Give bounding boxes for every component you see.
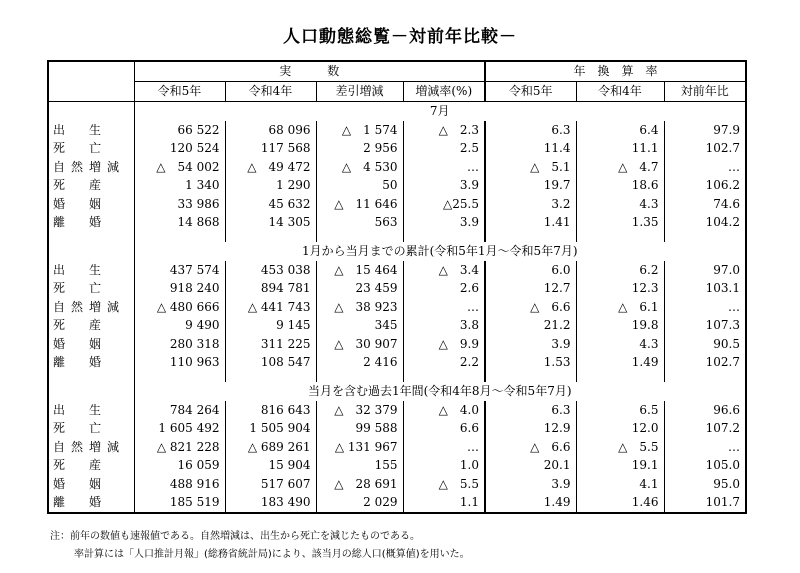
row-label-char: 増	[89, 439, 102, 454]
value-cell: △ 689 261	[225, 438, 316, 457]
value-cell: 108 547	[225, 353, 316, 372]
row-label-chars	[53, 139, 125, 158]
table-row	[48, 121, 746, 140]
value-cell: △ 38 923	[316, 298, 403, 317]
row-label-char: 婚	[53, 196, 66, 211]
value-cell: △ 4.0	[403, 401, 485, 420]
row-label-char: 出	[53, 262, 66, 277]
section-title-row	[48, 382, 746, 401]
value-cell: …	[403, 298, 485, 317]
value-cell: 97.0	[664, 261, 746, 280]
value-cell: 12.3	[576, 279, 664, 298]
section-title: 当月を含む過去1年間(令和4年8月～令和5年7月)	[134, 382, 746, 401]
row-label-chars	[53, 475, 125, 494]
row-label-char: 産	[89, 178, 102, 192]
row-label	[48, 493, 134, 513]
row-label	[48, 438, 134, 457]
spacer-cell	[403, 232, 485, 242]
value-cell: 18.6	[576, 176, 664, 195]
spacer-cell	[485, 372, 576, 382]
value-cell: 453 038	[225, 261, 316, 280]
value-cell: 2 029	[316, 493, 403, 513]
table-row	[48, 279, 746, 298]
value-cell: 23 459	[316, 279, 403, 298]
spacer-cell	[225, 232, 316, 242]
value-cell: 6.3	[485, 401, 576, 420]
value-cell: 14 868	[134, 213, 225, 232]
value-cell: 6.4	[576, 121, 664, 140]
value-cell: 9 490	[134, 316, 225, 335]
table-row	[48, 298, 746, 317]
value-cell: …	[403, 158, 485, 177]
table-row	[48, 261, 746, 280]
table-row	[48, 438, 746, 457]
value-cell: 280 318	[134, 335, 225, 354]
row-label-char: 産	[89, 458, 102, 472]
value-cell: 1 605 492	[134, 419, 225, 438]
table-row	[48, 493, 746, 513]
value-cell: △ 4.7	[576, 158, 664, 177]
row-label-chars	[53, 438, 125, 457]
value-cell: 16 059	[134, 456, 225, 475]
row-label-char: 亡	[89, 281, 102, 295]
spacer-cell	[134, 372, 225, 382]
value-cell: 183 490	[225, 493, 316, 513]
row-label-char: 出	[53, 402, 66, 417]
row-label-char: 死	[53, 421, 66, 435]
value-cell: △ 5.5	[576, 438, 664, 457]
row-label	[48, 195, 134, 214]
row-label-char: 離	[53, 355, 66, 369]
value-cell: …	[664, 158, 746, 177]
value-cell: △ 5.5	[403, 475, 485, 494]
row-label	[48, 401, 134, 420]
value-cell: 918 240	[134, 279, 225, 298]
value-cell: △ 49 472	[225, 158, 316, 177]
value-cell: 894 781	[225, 279, 316, 298]
value-cell: 2.6	[403, 279, 485, 298]
row-label-char: 自	[53, 299, 66, 314]
value-cell: 155	[316, 456, 403, 475]
spacer-cell	[664, 372, 746, 382]
table-row	[48, 335, 746, 354]
value-cell: 68 096	[225, 121, 316, 140]
table-row	[48, 401, 746, 420]
row-label	[48, 121, 134, 140]
value-cell: 12.0	[576, 419, 664, 438]
value-cell: 50	[316, 176, 403, 195]
value-cell: 4.3	[576, 195, 664, 214]
value-cell: 14 305	[225, 213, 316, 232]
value-cell: 4.3	[576, 335, 664, 354]
value-cell: …	[403, 438, 485, 457]
row-label-char: 減	[107, 439, 120, 454]
value-cell: 517 607	[225, 475, 316, 494]
value-cell: 106.2	[664, 176, 746, 195]
value-cell: 816 643	[225, 401, 316, 420]
row-label	[48, 298, 134, 317]
column-header: 対前年比	[664, 82, 746, 102]
spacer-label	[48, 232, 134, 242]
value-cell: △ 15 464	[316, 261, 403, 280]
value-cell: △ 441 743	[225, 298, 316, 317]
row-label-chars	[53, 353, 125, 372]
value-cell: 19.8	[576, 316, 664, 335]
value-cell: △ 30 907	[316, 335, 403, 354]
value-cell: 3.9	[485, 335, 576, 354]
value-cell: 103.1	[664, 279, 746, 298]
value-cell: 11.4	[485, 139, 576, 158]
value-cell: 3.8	[403, 316, 485, 335]
value-cell: 2.5	[403, 139, 485, 158]
row-label-char: 姻	[89, 476, 102, 491]
row-label	[48, 456, 134, 475]
value-cell: 6.0	[485, 261, 576, 280]
page-title: 人口動態総覧－対前年比較－	[283, 27, 517, 47]
value-cell: 3.9	[485, 475, 576, 494]
row-label-chars	[53, 401, 125, 420]
section-title-row	[48, 101, 746, 121]
value-cell: 104.2	[664, 213, 746, 232]
value-cell: △ 32 379	[316, 401, 403, 420]
value-cell: 97.9	[664, 121, 746, 140]
header-corner-2	[48, 82, 134, 102]
value-cell: 185 519	[134, 493, 225, 513]
spacer-cell	[134, 232, 225, 242]
row-label-chars	[53, 176, 125, 195]
value-cell: 784 264	[134, 401, 225, 420]
row-label-chars	[53, 195, 125, 214]
row-label-char: 姻	[89, 336, 102, 351]
value-cell: △ 6.6	[485, 298, 576, 317]
row-label	[48, 176, 134, 195]
value-cell: 345	[316, 316, 403, 335]
value-cell: △ 131 967	[316, 438, 403, 457]
value-cell: 45 632	[225, 195, 316, 214]
value-cell: 102.7	[664, 139, 746, 158]
value-cell: 6.2	[576, 261, 664, 280]
row-label-char: 婚	[89, 355, 102, 369]
row-label-char: 減	[107, 299, 120, 314]
value-cell: 437 574	[134, 261, 225, 280]
row-label-chars	[53, 456, 125, 475]
value-cell: △ 1 574	[316, 121, 403, 140]
value-cell: △ 480 666	[134, 298, 225, 317]
value-cell: 6.3	[485, 121, 576, 140]
table-row	[48, 139, 746, 158]
row-label-char: 死	[53, 458, 66, 472]
row-label-char: 減	[107, 159, 120, 174]
row-label-chars	[53, 335, 125, 354]
row-label-char: 増	[89, 299, 102, 314]
value-cell: 101.7	[664, 493, 746, 513]
value-cell: 2 416	[316, 353, 403, 372]
value-cell: 3.2	[485, 195, 576, 214]
value-cell: 2 956	[316, 139, 403, 158]
row-label-char: 婚	[89, 215, 102, 229]
header-group-rate: 年 換 算 率	[485, 61, 746, 82]
section-title: 1月から当月までの累計(令和5年1月～令和5年7月)	[134, 242, 746, 261]
row-label-char: 死	[53, 178, 66, 192]
row-label	[48, 279, 134, 298]
table-row	[48, 213, 746, 232]
spacer-cell	[316, 372, 403, 382]
row-label	[48, 158, 134, 177]
row-label-char: 亡	[89, 141, 102, 155]
value-cell: 90.5	[664, 335, 746, 354]
value-cell: 102.7	[664, 353, 746, 372]
row-label-char: 然	[71, 439, 84, 454]
row-label-char: 増	[89, 159, 102, 174]
value-cell: 120 524	[134, 139, 225, 158]
column-header: 令和4年	[576, 82, 664, 102]
value-cell: 11.1	[576, 139, 664, 158]
row-label-chars	[53, 158, 125, 177]
value-cell: △ 6.1	[576, 298, 664, 317]
table-row	[48, 353, 746, 372]
section-title-label	[48, 101, 134, 121]
row-label-char: 婚	[89, 495, 102, 509]
table-row	[48, 158, 746, 177]
row-label-char: 生	[89, 402, 102, 417]
value-cell: 1.49	[485, 493, 576, 513]
header-corner	[48, 61, 134, 82]
value-cell: 1.53	[485, 353, 576, 372]
row-label-char: 死	[53, 141, 66, 155]
table-row	[48, 176, 746, 195]
header-column-row	[48, 82, 746, 102]
statistics-table	[47, 60, 747, 514]
value-cell: 117 568	[225, 139, 316, 158]
value-cell: 1.35	[576, 213, 664, 232]
value-cell: 9 145	[225, 316, 316, 335]
spacer-cell	[403, 372, 485, 382]
value-cell: △ 5.1	[485, 158, 576, 177]
row-label-chars	[53, 213, 125, 232]
section-spacer	[48, 232, 746, 242]
table-row	[48, 419, 746, 438]
value-cell: 15 904	[225, 456, 316, 475]
value-cell: …	[664, 298, 746, 317]
value-cell: △25.5	[403, 195, 485, 214]
value-cell: 107.2	[664, 419, 746, 438]
value-cell: 1.46	[576, 493, 664, 513]
value-cell: 1 340	[134, 176, 225, 195]
value-cell: 99 588	[316, 419, 403, 438]
table-row	[48, 475, 746, 494]
row-label-char: 然	[71, 159, 84, 174]
value-cell: 1.49	[576, 353, 664, 372]
value-cell: 107.3	[664, 316, 746, 335]
value-cell: △ 2.3	[403, 121, 485, 140]
spacer-cell	[485, 232, 576, 242]
value-cell: 3.9	[403, 213, 485, 232]
value-cell: 1.0	[403, 456, 485, 475]
value-cell: 6.6	[403, 419, 485, 438]
value-cell: 488 916	[134, 475, 225, 494]
row-label	[48, 475, 134, 494]
spacer-cell	[316, 232, 403, 242]
row-label-char: 死	[53, 318, 66, 332]
table-row	[48, 316, 746, 335]
column-header: 令和4年	[225, 82, 316, 102]
spacer-cell	[664, 232, 746, 242]
value-cell: 1 505 904	[225, 419, 316, 438]
value-cell: △ 9.9	[403, 335, 485, 354]
table-row	[48, 456, 746, 475]
value-cell: 2.2	[403, 353, 485, 372]
value-cell: 20.1	[485, 456, 576, 475]
spacer-cell	[225, 372, 316, 382]
value-cell: …	[664, 438, 746, 457]
row-label	[48, 139, 134, 158]
row-label-chars	[53, 419, 125, 438]
value-cell: △ 3.4	[403, 261, 485, 280]
row-label-char: 死	[53, 281, 66, 295]
value-cell: △ 821 228	[134, 438, 225, 457]
row-label-chars	[53, 298, 125, 317]
footnote-2: 率計算には「人口推計月報」(総務省統計局)により、該当月の総人口(概算値)を用いた。	[74, 549, 470, 560]
table-body	[48, 101, 746, 513]
footnote-1: 注：前年の数値も速報値である。自然増減は、出生から死亡を減じたものである。	[50, 531, 420, 542]
spacer-cell	[576, 372, 664, 382]
value-cell: 12.7	[485, 279, 576, 298]
column-header: 差引増減	[316, 82, 403, 102]
value-cell: △ 4 530	[316, 158, 403, 177]
row-label-char: 亡	[89, 421, 102, 435]
value-cell: △ 6.6	[485, 438, 576, 457]
row-label-chars	[53, 493, 125, 512]
value-cell: 74.6	[664, 195, 746, 214]
value-cell: 311 225	[225, 335, 316, 354]
spacer-label	[48, 372, 134, 382]
table-row	[48, 195, 746, 214]
section-spacer	[48, 372, 746, 382]
value-cell: △ 28 691	[316, 475, 403, 494]
value-cell: 1.41	[485, 213, 576, 232]
row-label	[48, 316, 134, 335]
section-title: 7月	[134, 101, 746, 121]
value-cell: 563	[316, 213, 403, 232]
value-cell: 95.0	[664, 475, 746, 494]
value-cell: 12.9	[485, 419, 576, 438]
row-label-char: 婚	[53, 476, 66, 491]
row-label	[48, 335, 134, 354]
row-label-char: 婚	[53, 336, 66, 351]
row-label-chars	[53, 279, 125, 298]
row-label-chars	[53, 261, 125, 280]
row-label-char: 産	[89, 318, 102, 332]
value-cell: 1 290	[225, 176, 316, 195]
row-label-char: 離	[53, 495, 66, 509]
column-header: 増減率(%)	[403, 82, 485, 102]
row-label	[48, 213, 134, 232]
row-label-char: 自	[53, 159, 66, 174]
value-cell: 19.7	[485, 176, 576, 195]
value-cell: 66 522	[134, 121, 225, 140]
section-title-row	[48, 242, 746, 261]
value-cell: 33 986	[134, 195, 225, 214]
row-label-char: 姻	[89, 196, 102, 211]
value-cell: 19.1	[576, 456, 664, 475]
header-group-actual: 実 数	[134, 61, 485, 82]
row-label-char: 自	[53, 439, 66, 454]
row-label-char: 離	[53, 215, 66, 229]
value-cell: 21.2	[485, 316, 576, 335]
value-cell: 3.9	[403, 176, 485, 195]
row-label-chars	[53, 121, 125, 140]
row-label-char: 然	[71, 299, 84, 314]
value-cell: 110 963	[134, 353, 225, 372]
row-label-chars	[53, 316, 125, 335]
section-title-label	[48, 242, 134, 261]
row-label	[48, 419, 134, 438]
row-label-char: 生	[89, 122, 102, 137]
value-cell: △ 11 646	[316, 195, 403, 214]
value-cell: 96.6	[664, 401, 746, 420]
value-cell: 1.1	[403, 493, 485, 513]
column-header: 令和5年	[485, 82, 576, 102]
value-cell: 105.0	[664, 456, 746, 475]
value-cell: 6.5	[576, 401, 664, 420]
row-label-char: 生	[89, 262, 102, 277]
section-title-label	[48, 382, 134, 401]
value-cell: △ 54 002	[134, 158, 225, 177]
header-group-row	[48, 61, 746, 82]
row-label	[48, 261, 134, 280]
value-cell: 4.1	[576, 475, 664, 494]
row-label	[48, 353, 134, 372]
column-header: 令和5年	[134, 82, 225, 102]
spacer-cell	[576, 232, 664, 242]
row-label-char: 出	[53, 122, 66, 137]
